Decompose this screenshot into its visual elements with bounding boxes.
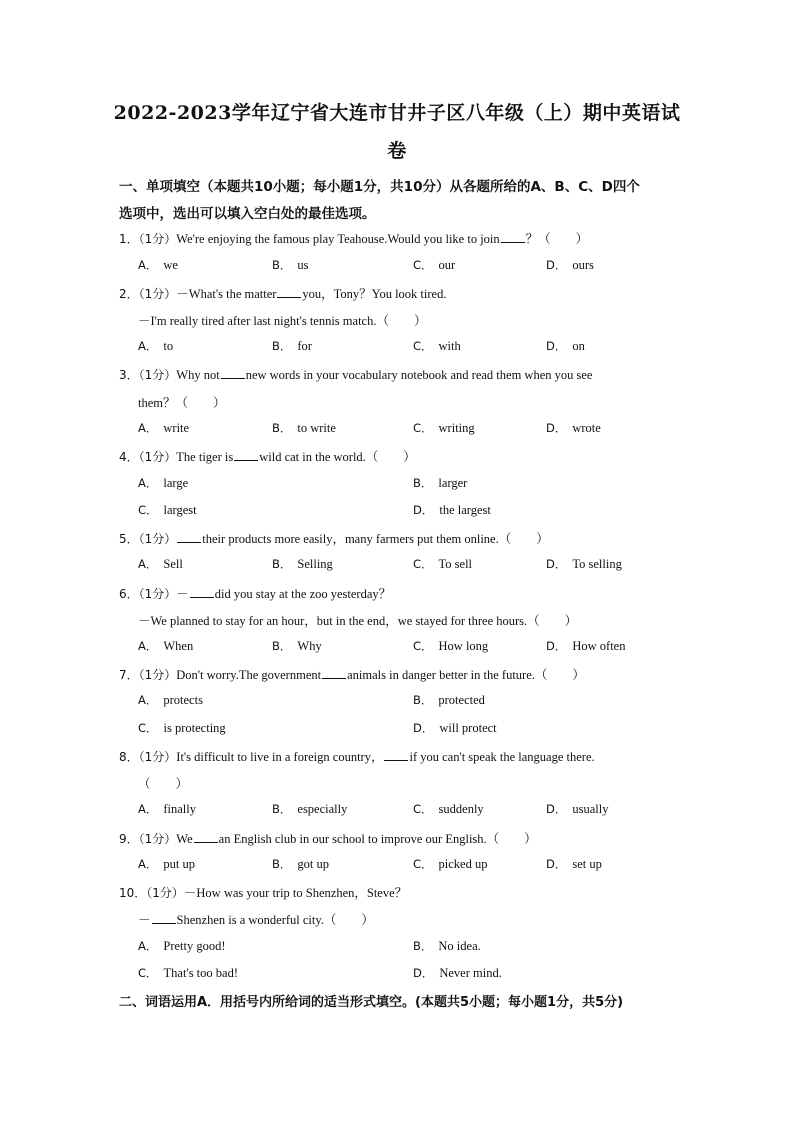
option-d: D． ours (546, 258, 594, 272)
option-d: D． wrote (546, 421, 601, 435)
option-a: A． to (138, 339, 174, 353)
option-d: D． How often (546, 639, 626, 653)
option-a: A． protects (138, 693, 203, 707)
question-10 (119, 883, 679, 901)
option-b: B． protected (413, 693, 485, 707)
section1-heading-line1: 一、单项填空（本题共10小题；每小题1分，共10分）从各题所给的A、B、C、D四个 (119, 179, 640, 195)
option-d: D． Never mind. (413, 966, 502, 980)
question-text-pre: Don't worry.The government (176, 668, 322, 682)
option-a: A． When (138, 639, 194, 653)
option-a: A． we (138, 258, 178, 272)
answer-blank (194, 832, 218, 843)
option-c: C． largest (138, 503, 197, 517)
option-b: B． Why (272, 639, 322, 653)
option-a: A． put up (138, 857, 195, 871)
question-number: 9．（1分） (119, 832, 177, 846)
option-a: A． write (138, 421, 190, 435)
option-d: D． set up (546, 857, 602, 871)
option-b: B． Selling (272, 557, 333, 571)
option-c: C． writing (413, 421, 475, 435)
option-c: C． is protecting (138, 721, 226, 735)
question-text-pre: －What's the matter (176, 287, 277, 301)
section2-heading: 二、词语运用A．用括号内所给词的适当形式填空。(本题共5小题；每小题1分，共5分) (119, 995, 624, 1010)
question-7 (119, 665, 679, 683)
option-c: C． How long (413, 639, 489, 653)
question-text-post: you，Tony？You look tired. (302, 287, 447, 301)
question-text-post: ？（ ） (525, 232, 589, 246)
option-b: B． got up (272, 857, 329, 871)
option-a: A． Pretty good! (138, 939, 226, 953)
option-c: C． To sell (413, 557, 473, 571)
question-3-continuation: them？（ ） (138, 396, 226, 410)
option-b: B． us (272, 258, 309, 272)
option-c: C． with (413, 339, 461, 353)
question-3 (119, 366, 679, 383)
question-number: 8．（1分） (119, 750, 177, 764)
option-c: C． suddenly (413, 802, 484, 816)
option-a: A． large (138, 476, 189, 490)
exam-title-line2: 卷 (387, 140, 407, 162)
question-2-reply: －I'm really tired after last night's tennis match.（ ） (138, 314, 427, 328)
question-text-pre: The tiger is (176, 450, 234, 464)
answer-blank (221, 368, 245, 379)
option-b: B． larger (413, 476, 468, 490)
exam-title-line1: 2022-2023学年辽宁省大连市甘井子区八年级（上）期中英语试 (113, 102, 681, 124)
answer-blank (152, 913, 176, 924)
question-1 (119, 229, 679, 247)
answer-blank (322, 668, 346, 679)
answer-blank (234, 450, 258, 461)
question-text-post: animals in danger better in the future.（ ） (347, 668, 585, 682)
option-b: B． especially (272, 802, 348, 816)
question-8-continuation: （ ） (138, 777, 189, 791)
option-d: D． To selling (546, 557, 622, 571)
answer-blank (501, 232, 525, 243)
question-number: 6．（1分） (119, 587, 177, 601)
option-a: A． finally (138, 802, 197, 816)
option-d: D． will protect (413, 721, 497, 735)
question-text-post: did you stay at the zoo yesterday？ (214, 587, 392, 601)
question-text-post: new words in your vocabulary notebook and read them when you see (245, 368, 593, 382)
section1-heading-line2: 选项中，选出可以填入空白处的最佳选项。 (119, 206, 376, 222)
dash: － (138, 913, 151, 927)
question-text-post: if you can't speak the language there. (409, 750, 595, 764)
question-text-pre: We (176, 832, 193, 846)
question-10-reply (138, 910, 698, 928)
reply-text: Shenzhen is a wonderful city.（ ） (176, 913, 374, 927)
question-number: 1．（1分） (119, 232, 177, 246)
question-6 (119, 584, 679, 602)
question-number: 7．（1分） (119, 668, 177, 682)
question-text-pre: We're enjoying the famous play Teahouse.Would you like to join (176, 232, 500, 246)
question-8 (119, 747, 679, 765)
option-b: B． for (272, 339, 312, 353)
option-d: D． the largest (413, 503, 491, 517)
question-number: 5．（1分） (119, 532, 177, 546)
question-text-post: their products more easily，many farmers put them online.（ ） (202, 532, 549, 546)
question-number: 3．（1分） (119, 368, 177, 382)
option-c: C． picked up (413, 857, 488, 871)
answer-blank (190, 587, 214, 598)
question-text-post: an English club in our school to improve our English.（ ） (218, 832, 537, 846)
answer-blank (277, 287, 301, 298)
option-a: A． Sell (138, 557, 183, 571)
question-9 (119, 829, 679, 847)
question-6-reply: －We planned to stay for an hour，but in the end，we stayed for three hours.（ ） (138, 614, 578, 628)
answer-blank (177, 532, 201, 543)
question-2 (119, 284, 679, 302)
question-text-pre: －How was your trip to Shenzhen，Steve？ (183, 886, 408, 900)
answer-blank (384, 750, 408, 761)
question-number: 4．（1分） (119, 450, 177, 464)
question-number: 10．（1分） (119, 886, 184, 900)
question-text-pre: － (176, 587, 189, 601)
option-c: C． our (413, 258, 456, 272)
question-text-post: wild cat in the world.（ ） (259, 450, 416, 464)
question-text-pre: It's difficult to live in a foreign country， (176, 750, 384, 764)
option-d: D． usually (546, 802, 609, 816)
option-c: C． That's too bad! (138, 966, 238, 980)
question-5 (119, 529, 679, 547)
option-b: B． to write (272, 421, 336, 435)
option-b: B． No idea. (413, 939, 481, 953)
option-d: D． on (546, 339, 585, 353)
question-text-pre: Why not (176, 368, 220, 382)
question-number: 2．（1分） (119, 287, 177, 301)
question-4 (119, 447, 679, 465)
